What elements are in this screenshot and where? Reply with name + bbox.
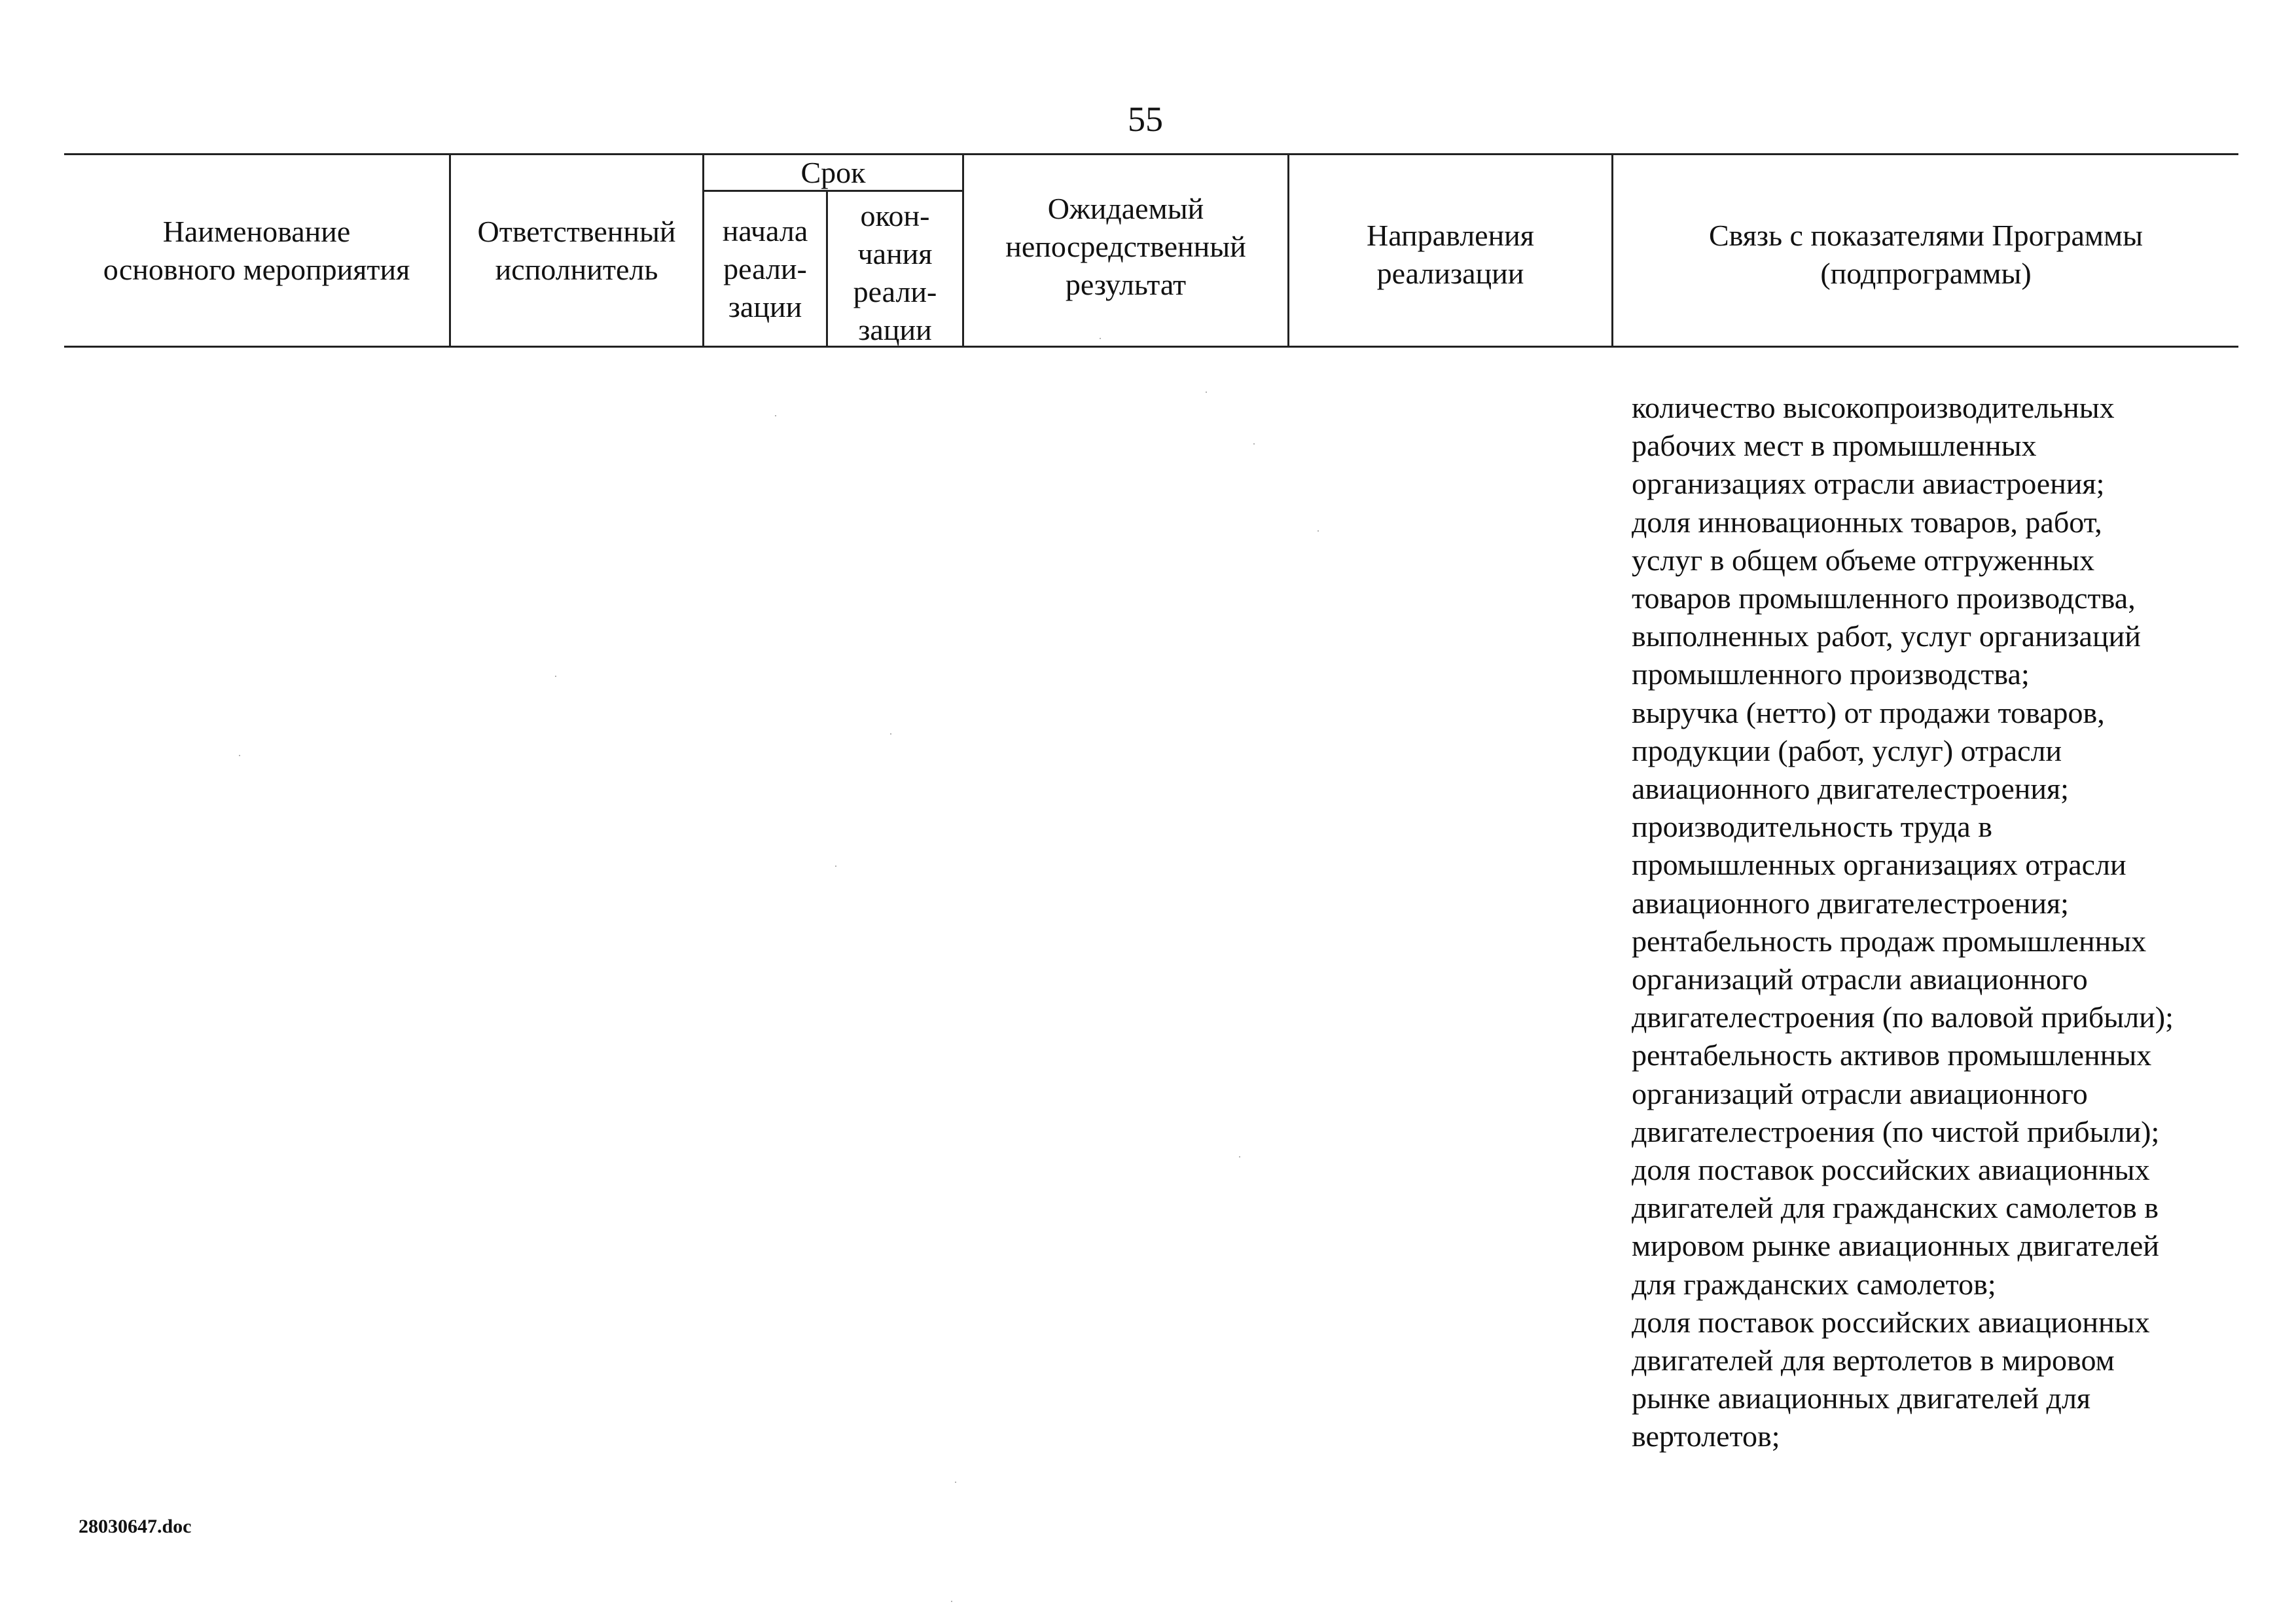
indicator-line: доля поставок российских авиационных [1632,1153,2150,1187]
header-expected-result: Ожидаемый непосредственный результат [1005,191,1246,301]
indicator-line: выполненных работ, услуг организаций [1632,619,2141,653]
header-responsible-executor: Ответственный исполнитель [477,214,676,286]
program-indicators-text [1632,389,2260,1456]
scan-speck [951,1601,952,1602]
indicator-line: количество высокопроизводительных [1632,391,2115,424]
indicator-line: товаров промышленного производства, [1632,581,2136,615]
indicator-line: рентабельность активов промышленных [1632,1038,2152,1072]
header-term-end: окон- чания реали- зации [853,198,937,346]
indicator-line: организациях отрасли авиастроения; [1632,467,2105,501]
document-code: 28030647.doc [79,1516,192,1537]
scan-speck [239,755,240,756]
indicator-line: доля поставок российских авиационных [1632,1305,2150,1339]
indicator-line: производительность труда в [1632,810,1992,844]
header-program-indicators-link: Связь с показателями Программы (подпрограммы) [1708,218,2144,290]
indicator-line: рабочих мест в промышленных [1632,429,2037,463]
indicator-line: авиационного двигателестроения; [1632,886,2069,920]
indicator-line: рентабельность продаж промышленных [1632,924,2147,958]
indicator-line: для гражданских самолетов; [1632,1267,1996,1301]
scan-speck [890,733,891,735]
header-activity-name: Наименование основного мероприятия [103,214,410,286]
indicator-line: промышленного производства; [1632,657,2030,691]
indicator-line: промышленных организациях отрасли [1632,848,2126,882]
indicator-line: вертолетов; [1632,1419,1780,1453]
scan-speck [1253,443,1255,445]
indicator-line: рынке авиационных двигателей для [1632,1381,2091,1415]
indicator-line: мировом рынке авиационных двигателей [1632,1229,2159,1263]
scan-speck [1239,1156,1240,1158]
indicator-line: выручка (нетто) от продажи товаров, [1632,695,2105,729]
scan-speck [1100,338,1101,339]
table-header-bottom-border [64,346,2238,348]
indicator-line: авиационного двигателестроения; [1632,772,2069,806]
indicator-line: продукции (работ, услуг) отрасли [1632,733,2062,767]
header-term-start: начала реали- зации [722,213,808,323]
indicator-line: организаций отрасли авиационного [1632,962,2088,996]
indicator-line: организаций отрасли авиационного [1632,1076,2088,1110]
indicator-line: двигателестроения (по валовой прибыли); [1632,1000,2174,1034]
indicator-line: двигателей для гражданских самолетов в [1632,1191,2159,1225]
scan-speck [1318,530,1319,532]
indicator-line: услуг в общем объеме отгруженных [1632,543,2095,577]
scan-speck [955,1482,956,1483]
scan-speck [1206,392,1207,393]
scan-speck [775,415,776,416]
header-implementation-directions: Направления реализации [1367,218,1534,290]
scan-speck [555,676,556,677]
indicator-line: двигателестроения (по чистой прибыли); [1632,1114,2160,1148]
header-term: Срок [800,155,866,189]
page-number: 55 [1128,100,1163,139]
scan-speck [835,866,836,867]
indicator-line: доля инновационных товаров, работ, [1632,505,2102,539]
indicator-line: двигателей для вертолетов в мировом [1632,1343,2115,1377]
